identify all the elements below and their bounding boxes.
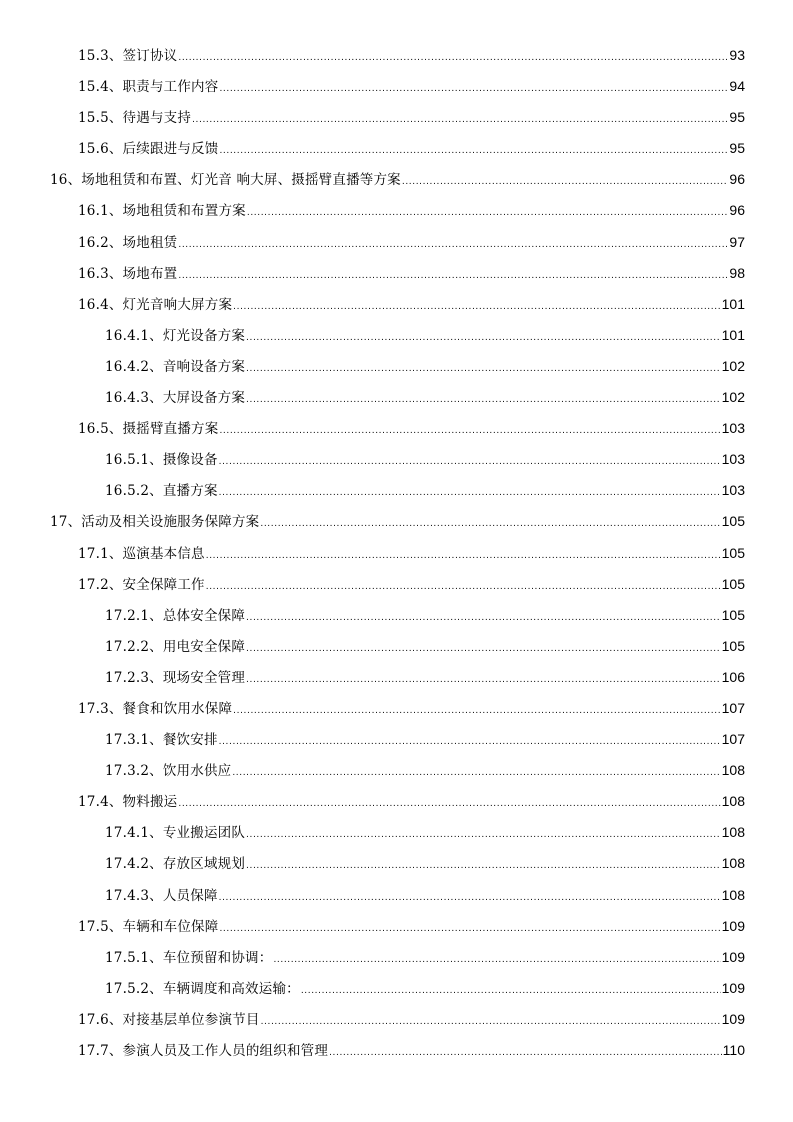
toc-entry[interactable]	[0, 106, 793, 137]
toc-entry-title: 16.4、灯光音响大屏方案	[78, 296, 233, 313]
toc-dot-leader	[178, 799, 720, 809]
toc-entry[interactable]	[0, 355, 793, 386]
toc-entry[interactable]	[0, 1039, 793, 1070]
toc-entry-page: 108	[721, 762, 745, 779]
toc-entry-title: 15.6、后续跟进与反馈	[78, 141, 219, 158]
toc-entry[interactable]	[0, 759, 793, 790]
toc-entry-title: 17.3.1、餐饮安排	[105, 732, 218, 749]
toc-entry[interactable]	[0, 44, 793, 75]
toc-entry[interactable]	[0, 199, 793, 230]
toc-entry-title: 16、场地租赁和布置、灯光音 响大屏、摄摇臂直播等方案	[50, 172, 401, 189]
toc-dot-leader	[232, 768, 720, 778]
toc-entry-page: 107	[721, 699, 745, 716]
toc-dot-leader	[246, 644, 721, 654]
toc-entry[interactable]	[0, 510, 793, 541]
toc-entry-page: 95	[729, 109, 745, 126]
toc-entry-title: 17.4.2、存放区域规划	[105, 856, 246, 873]
toc-entry-title: 16.3、场地布置	[78, 265, 178, 282]
toc-entry-title: 15.5、待遇与支持	[78, 110, 192, 127]
toc-entry[interactable]	[0, 728, 793, 759]
toc-entry-title: 15.4、职责与工作内容	[78, 79, 219, 96]
toc-dot-leader	[219, 457, 721, 467]
toc-entry[interactable]	[0, 666, 793, 697]
toc-dot-leader	[301, 986, 721, 996]
toc-dot-leader	[246, 861, 721, 871]
toc-entry[interactable]	[0, 1008, 793, 1039]
toc-dot-leader	[192, 115, 728, 125]
toc-dot-leader	[246, 395, 721, 405]
toc-entry-title: 16.4.3、大屏设备方案	[105, 390, 246, 407]
toc-entry-page: 108	[721, 886, 745, 903]
toc-dot-leader	[219, 893, 721, 903]
toc-dot-leader	[233, 302, 720, 312]
toc-entry-title: 17.5.1、车位预留和协调：	[105, 949, 273, 966]
toc-entry-page: 108	[721, 824, 745, 841]
toc-entry[interactable]	[0, 417, 793, 448]
toc-entry-page: 102	[721, 389, 745, 406]
toc-dot-leader	[178, 271, 728, 281]
toc-entry-page: 105	[721, 637, 745, 654]
toc-entry-title: 17.2.3、现场安全管理	[105, 669, 246, 686]
toc-entry-title: 17.2、安全保障工作	[78, 576, 205, 593]
toc-entry-title: 17.4、物料搬运	[78, 794, 178, 811]
toc-entry-title: 16.1、场地租赁和布置方案	[78, 203, 246, 220]
toc-entry[interactable]	[0, 946, 793, 977]
toc-dot-leader	[206, 582, 721, 592]
toc-entry-title: 16.5.2、直播方案	[105, 483, 218, 500]
toc-entry[interactable]	[0, 852, 793, 883]
toc-entry-title: 17.6、对接基层单位参演节目	[78, 1011, 260, 1028]
toc-entry[interactable]	[0, 262, 793, 293]
toc-entry[interactable]	[0, 977, 793, 1008]
toc-entry[interactable]	[0, 542, 793, 573]
toc-entry-title: 16.5、摄摇臂直播方案	[78, 421, 219, 438]
toc-entry-page: 98	[729, 264, 745, 281]
toc-entry[interactable]	[0, 697, 793, 728]
toc-entry[interactable]	[0, 231, 793, 262]
toc-entry-page: 107	[721, 731, 745, 748]
toc-entry-page: 109	[721, 917, 745, 934]
toc-entry[interactable]	[0, 137, 793, 168]
toc-dot-leader	[247, 208, 729, 218]
toc-entry-title: 17.1、巡演基本信息	[78, 545, 205, 562]
toc-entry[interactable]	[0, 168, 793, 199]
toc-dot-leader	[261, 1017, 721, 1027]
toc-dot-leader	[206, 551, 721, 561]
toc-entry-page: 109	[721, 948, 745, 965]
toc-entry-page: 96	[729, 171, 745, 188]
toc-entry-page: 105	[721, 606, 745, 623]
table-of-contents	[0, 44, 793, 1070]
toc-entry-title: 17、活动及相关设施服务保障方案	[50, 514, 260, 531]
toc-entry[interactable]	[0, 324, 793, 355]
toc-entry-page: 103	[721, 482, 745, 499]
toc-entry-page: 101	[721, 295, 745, 312]
toc-dot-leader	[219, 84, 728, 94]
toc-entry[interactable]	[0, 75, 793, 106]
toc-dot-leader	[246, 364, 721, 374]
toc-entry-page: 109	[721, 1010, 745, 1027]
toc-entry-page: 94	[729, 78, 745, 95]
toc-dot-leader	[273, 955, 720, 965]
toc-dot-leader	[219, 737, 721, 747]
toc-dot-leader	[178, 240, 728, 250]
toc-entry-page: 109	[721, 979, 745, 996]
toc-dot-leader	[246, 830, 721, 840]
toc-entry-page: 97	[729, 233, 745, 250]
toc-entry[interactable]	[0, 604, 793, 635]
toc-entry-title: 17.7、参演人员及工作人员的组织和管理	[78, 1043, 329, 1059]
toc-entry[interactable]	[0, 293, 793, 324]
toc-entry-page: 108	[721, 793, 745, 810]
toc-entry-title: 17.4.3、人员保障	[105, 887, 218, 904]
toc-dot-leader	[402, 177, 729, 187]
toc-entry-title: 17.2.2、用电安全保障	[105, 638, 246, 655]
toc-entry-title: 16.4.2、音响设备方案	[105, 358, 246, 375]
toc-entry-page: 110	[722, 1042, 745, 1058]
toc-entry-page: 105	[721, 544, 745, 561]
toc-entry-title: 16.2、场地租赁	[78, 234, 178, 251]
toc-entry-page: 106	[721, 668, 745, 685]
toc-dot-leader	[329, 1048, 722, 1058]
toc-entry-page: 103	[721, 451, 745, 468]
toc-entry-page: 95	[729, 140, 745, 157]
toc-entry[interactable]	[0, 790, 793, 821]
toc-entry-title: 16.5.1、摄像设备	[105, 452, 218, 469]
toc-dot-leader	[260, 519, 720, 529]
toc-dot-leader	[246, 675, 721, 685]
toc-entry-page: 96	[729, 202, 745, 219]
toc-dot-leader	[178, 53, 728, 63]
toc-entry-title: 17.3.2、饮用水供应	[105, 763, 232, 780]
toc-dot-leader	[233, 706, 720, 716]
toc-dot-leader	[219, 488, 721, 498]
toc-dot-leader	[219, 924, 720, 934]
toc-entry-page: 108	[721, 855, 745, 872]
toc-entry[interactable]	[0, 884, 793, 915]
toc-dot-leader	[219, 146, 728, 156]
toc-entry[interactable]	[0, 821, 793, 852]
toc-entry-title: 17.2.1、总体安全保障	[105, 607, 246, 624]
toc-entry-page: 105	[721, 575, 745, 592]
toc-entry-title: 17.5、车辆和车位保障	[78, 918, 219, 935]
toc-entry[interactable]	[0, 448, 793, 479]
toc-entry-page: 102	[721, 357, 745, 374]
toc-entry-title: 16.4.1、灯光设备方案	[105, 327, 246, 344]
toc-entry-title: 15.3、签订协议	[78, 48, 178, 64]
toc-dot-leader	[219, 426, 720, 436]
toc-dot-leader	[246, 333, 721, 343]
toc-entry[interactable]	[0, 386, 793, 417]
toc-entry-page: 105	[721, 513, 745, 530]
toc-entry-title: 17.3、餐食和饮用水保障	[78, 700, 233, 717]
toc-entry[interactable]	[0, 915, 793, 946]
toc-entry[interactable]	[0, 479, 793, 510]
toc-entry[interactable]	[0, 635, 793, 666]
toc-entry-page: 101	[721, 326, 745, 343]
toc-entry-title: 17.5.2、车辆调度和高效运输：	[105, 980, 300, 997]
toc-entry[interactable]	[0, 573, 793, 604]
toc-entry-title: 17.4.1、专业搬运团队	[105, 825, 246, 842]
toc-entry-page: 103	[721, 420, 745, 437]
toc-dot-leader	[246, 613, 721, 623]
toc-entry-page: 93	[729, 47, 745, 63]
